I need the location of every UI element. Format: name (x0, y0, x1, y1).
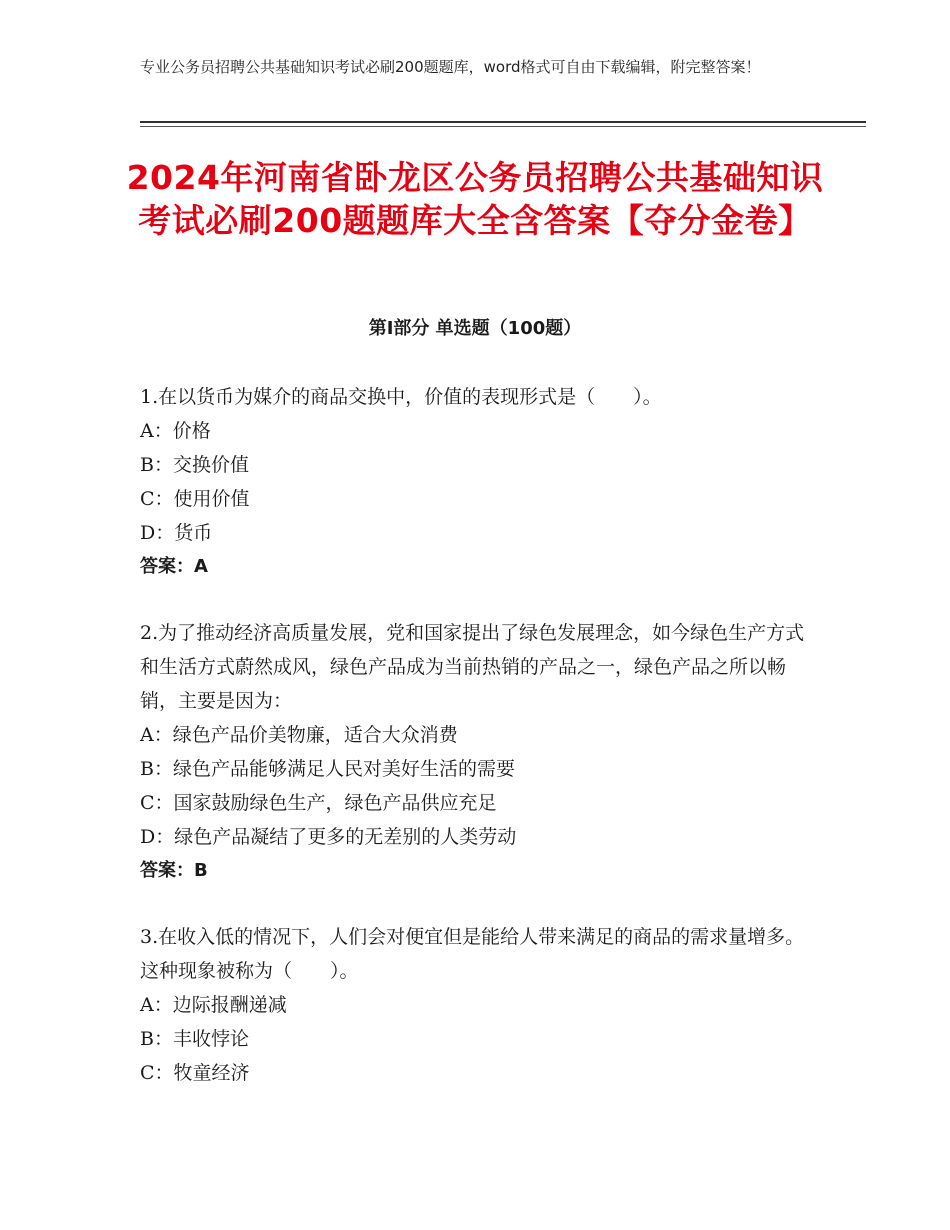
option-a: A：边际报酬递减 (140, 994, 287, 1016)
question-list (140, 380, 805, 1122)
question-2 (140, 616, 805, 888)
section-title: 第Ⅰ部分 单选题（100题） (368, 318, 582, 339)
option-b: B：绿色产品能够满足人民对美好生活的需要 (140, 758, 515, 780)
document-title: 2024年河南省卧龙区公务员招聘公共基础知识考试必刷200题题库大全含答案【夺分金卷】 (126, 158, 824, 240)
option-c: C：使用价值 (140, 488, 250, 510)
question-1 (140, 380, 805, 584)
option-a: A：价格 (140, 420, 211, 442)
question-stem: 2.为了推动经济高质量发展，党和国家提出了绿色发展理念，如今绿色生产方式和生活方式蔚然成风，绿色产品成为当前热销的产品之一，绿色产品之所以畅销，主要是因为： (140, 622, 805, 712)
header-divider-thin (140, 126, 866, 127)
header-note: 专业公务员招聘公共基础知识考试必刷200题题库，word格式可自由下载编辑，附完整答案！ (140, 58, 761, 76)
option-a: A：绿色产品价美物廉，适合大众消费 (140, 724, 458, 746)
question-3 (140, 920, 805, 1090)
header-divider-thick (140, 121, 866, 123)
option-d: D：绿色产品凝结了更多的无差别的人类劳动 (140, 826, 517, 848)
question-stem: 1.在以货币为媒介的商品交换中，价值的表现形式是（ ）。 (140, 386, 662, 408)
option-c: C：牧童经济 (140, 1062, 250, 1084)
answer: 答案：B (140, 860, 208, 881)
question-stem: 3.在收入低的情况下，人们会对便宜但是能给人带来满足的商品的需求量增多。这种现象被称为（ ）。 (140, 926, 805, 982)
answer: 答案：A (140, 556, 208, 577)
option-d: D：货币 (140, 522, 213, 544)
option-b: B：交换价值 (140, 454, 249, 476)
option-c: C：国家鼓励绿色生产，绿色产品供应充足 (140, 792, 497, 814)
option-b: B：丰收悖论 (140, 1028, 249, 1050)
